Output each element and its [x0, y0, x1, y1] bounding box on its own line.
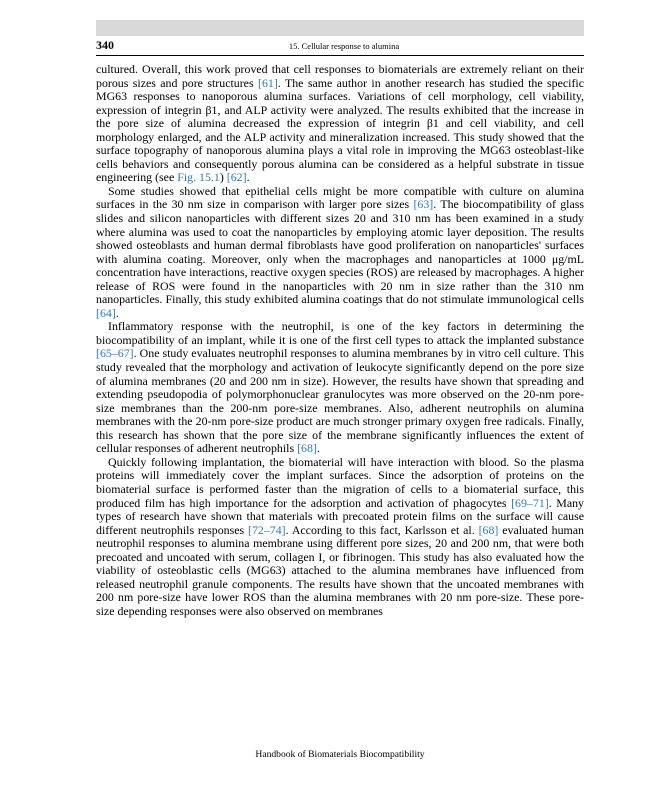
paragraph-text: .: [246, 170, 250, 185]
citation-link[interactable]: [65–67]: [96, 346, 134, 361]
paragraph-text: Some studies showed that epithelial cells might be more compatible with culture on alumina surfaces in the 30 nm size in comparison with larger pore sizes: [96, 183, 584, 212]
paragraph-text: .: [115, 305, 119, 320]
body-text: [96, 63, 584, 618]
paragraph: [96, 320, 584, 455]
header-divider: [96, 55, 584, 56]
citation-link[interactable]: [61]: [257, 75, 278, 90]
paragraph-text: .: [316, 441, 320, 456]
citation-link[interactable]: [69–71]: [511, 495, 549, 510]
paragraph-text: cultured. Overall, this work proved that cell responses to biomaterials are extremely reliant on their porous sizes and pore structures: [96, 62, 584, 90]
paragraph-text: . According to this fact, Karlsson et al.: [285, 522, 479, 537]
paragraph-text: . Many types of research have shown that materials with precoated protein films on the surface will cause different neutrophils responses: [96, 495, 584, 537]
paragraph-text: Quickly following implantation, the biomaterial will have interaction with blood. So the plasma proteins will immediately cover the implant surfaces. Since the adsorption of proteins on the biomaterial surface is performed faster than the migration of cells to a biomaterial surface, this produced film has high importance for the adsorption and activation of phagocytes: [96, 454, 584, 510]
citation-link[interactable]: [72–74]: [248, 522, 286, 537]
paragraph: [96, 63, 584, 185]
paragraph-text: . One study evaluates neutrophil responses to alumina membranes by in vitro cell culture. This study revealed that the morphology and activation of leukocyte significantly depend on the pore size of alumina membranes (20 and 200 nm in size). However, the results have shown that spreading and extending pseudopodia of polymorphonuclear granulocytes was more observed on the 20-nm pore-size membranes than the 200-nm pore-size membranes. Also, adherent neutrophils on alumina membranes with the 20-nm pore-size product are much stronger primary oxygen free radicals. Finally, this research has shown that the pore size of the membrane significantly influences the extent of cellular responses of adherent neutrophils: [96, 346, 584, 456]
page-number: 340: [96, 38, 114, 52]
citation-link[interactable]: [68]: [478, 522, 499, 537]
paragraph-text: Inflammatory response with the neutrophil, is one of the key factors in determining the biocompatibility of an implant, while it is one of the first cell types to attack the implanted substance: [96, 319, 584, 347]
citation-link[interactable]: [64]: [96, 305, 116, 320]
citation-link[interactable]: Fig. 15.1: [177, 170, 220, 185]
paragraph: [96, 456, 584, 619]
running-head: 15. Cellular response to alumina: [288, 41, 400, 51]
paragraph-text: ): [219, 170, 227, 185]
citation-link[interactable]: [63]: [413, 197, 434, 212]
citation-link[interactable]: [62]: [226, 170, 247, 185]
header-shade-bar: [96, 20, 584, 36]
paragraph: [96, 185, 584, 320]
footer-book-title: Handbook of Biomaterials Biocompatibility: [255, 749, 425, 760]
paragraph-text: evaluated human neutrophil responses to alumina membrane using different pore sizes, 20 and 200 nm, that were both precoated and uncoated with serum, collagen I, or fibrinogen. This study has also evaluated how the viability of osteoblastic cells (MG63) attached to the alumina membranes have influenced from released neutrophil granule components. The results have shown that the uncoated membranes with 200 nm pore-size have lower ROS than the alumina membranes with 20 nm pore-size. These pore-size depending responses were also observed on membranes: [96, 522, 584, 618]
paragraph-text: . The biocompatibility of glass slides and silicon nanoparticles with different sizes 20 and 310 nm has been examined in a study where alumina was used to coat the nanoparticles by employing atomic layer deposition. The results showed osteoblasts and human dermal fibroblasts have good proliferation on nanoparticles' surfaces with alumina coating. Moreover, only when the macrophages and nanoparticles at 1000 μg/mL concentration have interactions, reactive oxygen species (ROS) are released by macrophages. A higher release of ROS were found in the nanoparticles with 20 nm in size rather than the 310 nm nanoparticles. Finally, this study exhibited alumina coatings that do not stimulate immunological cells: [96, 197, 584, 307]
paragraph-text: . The same author in another research has studied the specific MG63 responses to nanoporous alumina surfaces. Variations of cell morphology, cell viability, expression of integrin β1, and ALP activity were analyzed. The results exhibited that the increase in the pore size of alumina decreased the expression of integrin β1 and cell viability, and cell morphology enlarged, and the ALP activity and mineralization increased. This study showed that the surface topography of nanoporous alumina plays a vital role in improving the MG63 osteoblast-like cells behaviors and consequently porous alumina can be considered as a helpful substrate in tissue engineering (see: [96, 75, 584, 185]
citation-link[interactable]: [68]: [297, 441, 317, 456]
